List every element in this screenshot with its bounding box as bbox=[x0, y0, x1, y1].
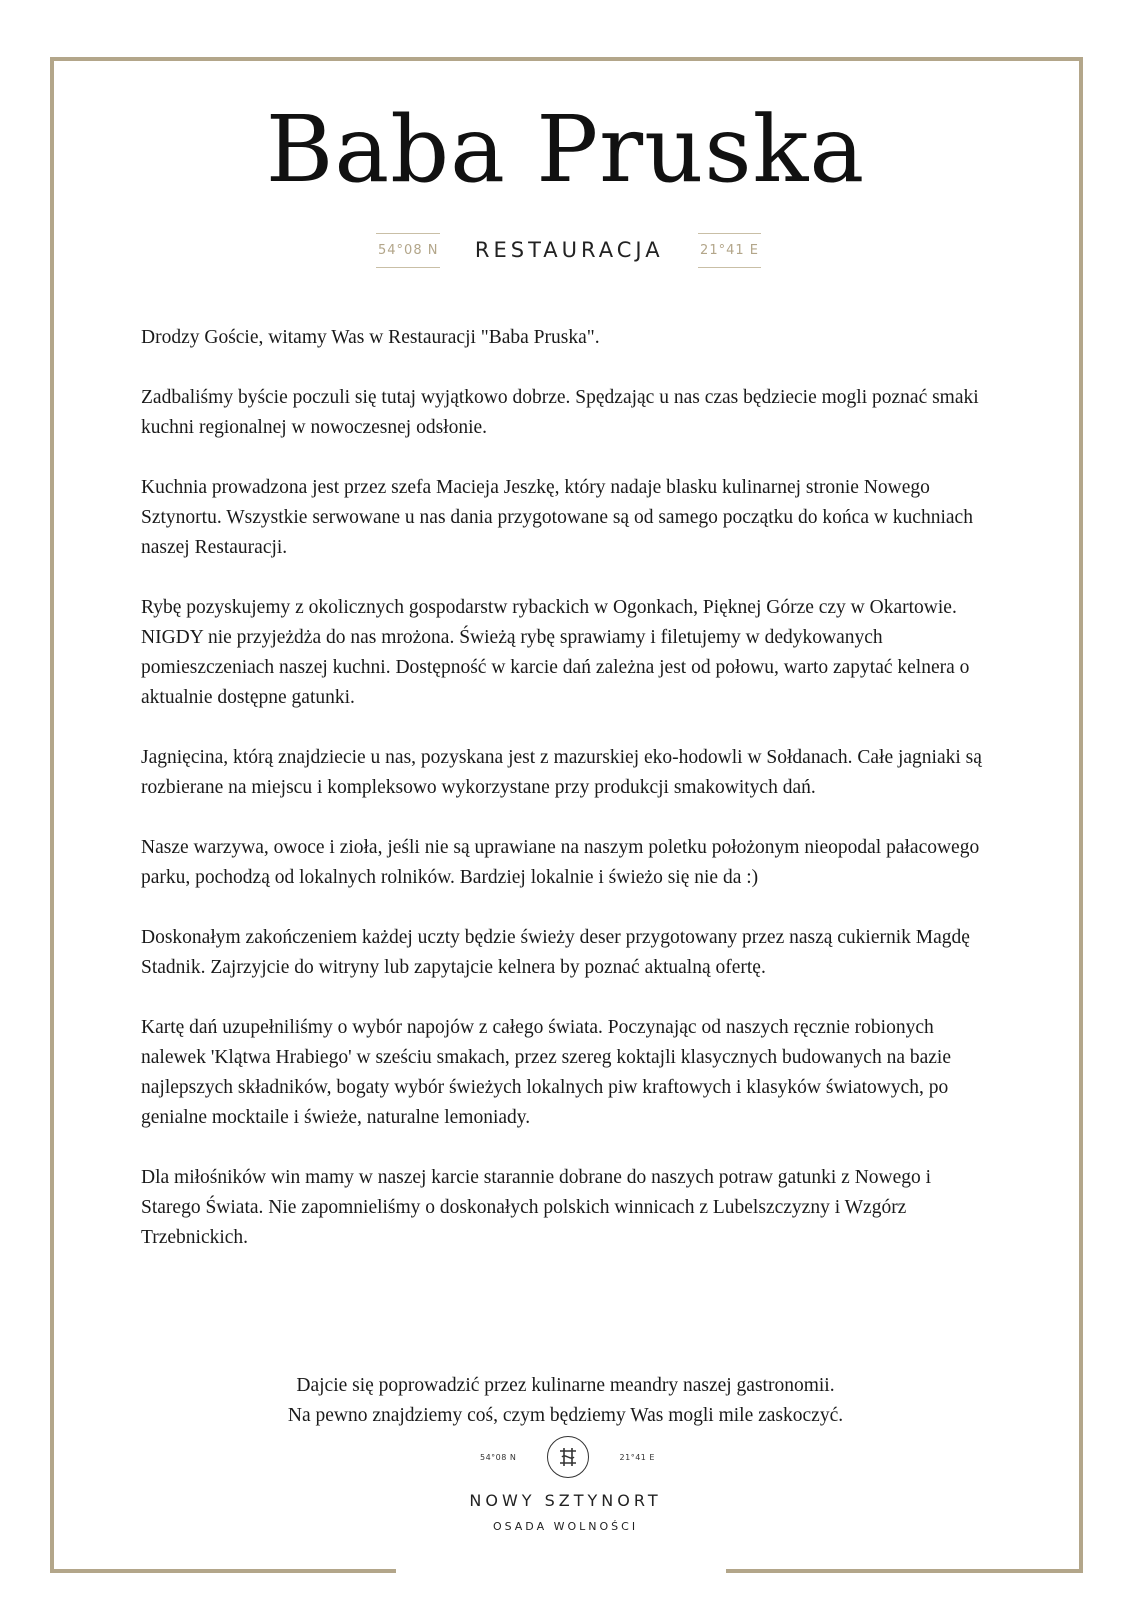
paragraph: Rybę pozyskujemy z okolicznych gospodarstw rybackich w Ogonkach, Pięknej Górze czy w Okartowie. NIGDY nie przyjeżdża do nas mrożona. Świeżą rybę sprawiamy i filetujemy w dedykowanych pomieszczeniach naszej kuchni. Dostępność w karcie dań zależna jest od połowu, warto zapytać kelnera o aktualnie dostępne gatunki. bbox=[141, 597, 970, 708]
closing-line: Na pewno znajdziemy coś, czym będziemy Was mogli mile zaskoczyć. bbox=[287, 1405, 844, 1426]
closing-text bbox=[0, 1371, 1131, 1431]
footer-emblem-row bbox=[480, 1436, 655, 1478]
paragraph: Dla miłośników win mamy w naszej karcie starannie dobrane do naszych potraw gatunki z Nowego i Starego Świata. Nie zapomnieliśmy o doskonałych polskich winnicach z Lubelszczyzny i Wzgórz Trzebnickich. bbox=[141, 1167, 932, 1248]
restaurant-title: Baba Pruska bbox=[265, 96, 866, 203]
closing-line: Dajcie się poprowadzić przez kulinarne meandry naszej gastronomii. bbox=[296, 1375, 835, 1396]
footer bbox=[0, 1491, 1131, 1533]
paragraph: Kuchnia prowadzona jest przez szefa Macieja Jeszkę, który nadaje blasku kulinarnej stronie Nowego Sztynortu. Wszystkie serwowane u nas dania przygotowane są od samego początku do końca w kuchniach naszej Restauracji. bbox=[141, 477, 973, 558]
paragraph: Nasze warzywa, owoce i zioła, jeśli nie są uprawiane na naszym poletku położonym nieopodal pałacowego parku, pochodzą od lokalnych rolników. Bardziej lokalnie i świeżo się nie da :) bbox=[141, 837, 980, 888]
footer-brand-subtitle: OSADA WOLNOŚCI bbox=[492, 1520, 639, 1533]
latitude-label: 54°08 N bbox=[376, 233, 440, 268]
paragraph: Zadbaliśmy byście poczuli się tutaj wyjątkowo dobrze. Spędzając u nas czas będziecie mogli poznać smaki kuchni regionalnej w nowoczesnej odsłonie. bbox=[141, 387, 979, 438]
header bbox=[0, 96, 1131, 262]
subtitle-row bbox=[376, 232, 761, 268]
footer-latitude: 54°08 N bbox=[480, 1452, 517, 1462]
longitude-label: 21°41 E bbox=[698, 233, 761, 268]
footer-longitude: 21°41 E bbox=[619, 1452, 655, 1462]
paragraph: Jagnięcina, którą znajdziecie u nas, pozyskana jest z mazurskiej eko-hodowli w Sołdanach. Całe jagniaki są rozbierane na miejscu i kompleksowo wykorzystane przy produkcji smakowitych dań. bbox=[141, 747, 982, 798]
paragraph: Doskonałym zakończeniem każdej uczty będzie świeży deser przygotowany przez naszą cukiernik Magdę Stadnik. Zajrzyjcie do witryny lub zapytajcie kelnera by poznać aktualną ofertę. bbox=[141, 927, 970, 978]
frame-gap bbox=[396, 1560, 726, 1578]
footer-brand-name: NOWY SZTYNORT bbox=[469, 1491, 662, 1510]
subtitle: RESTAURACJA bbox=[474, 238, 664, 262]
letter-body bbox=[141, 323, 991, 1283]
paragraph: Drodzy Goście, witamy Was w Restauracji "Baba Pruska". bbox=[141, 327, 600, 348]
paragraph: Kartę dań uzupełniliśmy o wybór napojów z całego świata. Poczynając od naszych ręcznie robionych nalewek 'Klątwa Hrabiego' w sześciu smakach, przez szereg koktajli klasycznych budowanych na bazie najlepszych składników, bogaty wybór świeżych lokalnych piw kraftowych i klasyków światowych, po genialne mocktaile i świeże, naturalne lemoniady. bbox=[141, 1017, 951, 1128]
monogram-emblem-icon bbox=[547, 1436, 589, 1478]
